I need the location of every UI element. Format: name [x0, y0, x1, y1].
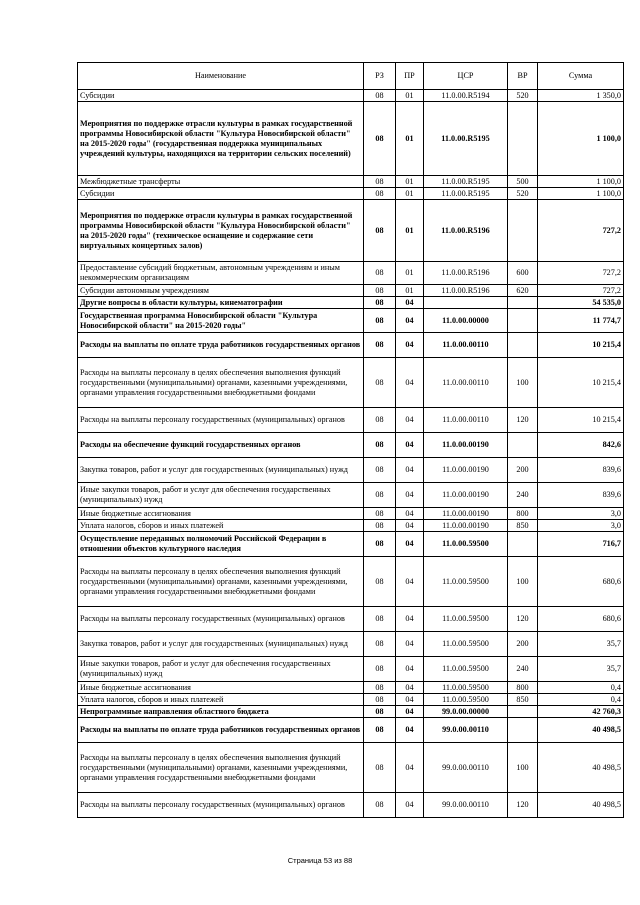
cell-sum: 10 215,4: [538, 408, 624, 433]
header-vr: ВР: [508, 63, 538, 90]
cell-sum: 680,6: [538, 607, 624, 632]
cell-pr: 01: [396, 90, 424, 102]
table-row: [78, 188, 624, 200]
header-pr: ПР: [396, 63, 424, 90]
cell-pr: 04: [396, 458, 424, 483]
cell-csr: 11.0.00.R5196: [424, 262, 508, 285]
table-row: [78, 408, 624, 433]
cell-csr: 99.0.00.00110: [424, 793, 508, 818]
cell-name: Расходы на выплаты персоналу государственных (муниципальных) органов: [78, 607, 364, 632]
cell-vr: 100: [508, 358, 538, 408]
cell-vr: [508, 706, 538, 718]
cell-name: Расходы на выплаты по оплате труда работников государственных органов: [78, 718, 364, 743]
cell-sum: 0,4: [538, 682, 624, 694]
table-row: [78, 532, 624, 557]
cell-name: Субсидии: [78, 188, 364, 200]
cell-vr: 500: [508, 176, 538, 188]
cell-sum: 42 760,3: [538, 706, 624, 718]
table-row: [78, 333, 624, 358]
cell-rz: 08: [364, 508, 396, 520]
cell-pr: 01: [396, 102, 424, 176]
cell-name: Иные бюджетные ассигнования: [78, 682, 364, 694]
cell-rz: 08: [364, 743, 396, 793]
table-row: [78, 262, 624, 285]
cell-csr: 11.0.00.00000: [424, 309, 508, 333]
cell-name: Расходы на выплаты персоналу государственных (муниципальных) органов: [78, 408, 364, 433]
cell-name: Уплата налогов, сборов и иных платежей: [78, 520, 364, 532]
cell-vr: 600: [508, 262, 538, 285]
cell-name: Расходы на выплаты персоналу в целях обеспечения выполнения функций государственными (муниципальными) органами, казенными учреждениями, органами управления государственными внебюджетными фондами: [78, 557, 364, 607]
cell-rz: 08: [364, 718, 396, 743]
cell-pr: 04: [396, 607, 424, 632]
cell-sum: 839,6: [538, 458, 624, 483]
table-row: [78, 718, 624, 743]
cell-vr: [508, 200, 538, 262]
table-row: [78, 520, 624, 532]
cell-vr: 800: [508, 682, 538, 694]
table-row: [78, 557, 624, 607]
cell-rz: 08: [364, 483, 396, 508]
cell-pr: 04: [396, 793, 424, 818]
table-row: [78, 793, 624, 818]
cell-sum: 1 350,0: [538, 90, 624, 102]
cell-csr: 99.0.00.00000: [424, 706, 508, 718]
cell-pr: 01: [396, 188, 424, 200]
cell-csr: 99.0.00.00110: [424, 718, 508, 743]
cell-pr: 04: [396, 433, 424, 458]
cell-sum: 10 215,4: [538, 333, 624, 358]
cell-vr: 100: [508, 743, 538, 793]
cell-pr: 04: [396, 632, 424, 657]
cell-name: Осуществление переданных полномочий Российской Федерации в отношении объектов культурного наследия: [78, 532, 364, 557]
table-row: [78, 508, 624, 520]
cell-rz: 08: [364, 358, 396, 408]
cell-pr: 04: [396, 682, 424, 694]
cell-rz: 08: [364, 176, 396, 188]
cell-pr: 04: [396, 657, 424, 682]
cell-rz: 08: [364, 285, 396, 297]
cell-sum: 35,7: [538, 632, 624, 657]
table-row: [78, 682, 624, 694]
table-row: [78, 632, 624, 657]
header-rz: РЗ: [364, 63, 396, 90]
table-row: [78, 433, 624, 458]
cell-vr: [508, 718, 538, 743]
cell-pr: 04: [396, 297, 424, 309]
cell-sum: 1 100,0: [538, 176, 624, 188]
cell-sum: 3,0: [538, 520, 624, 532]
cell-csr: 11.0.00.R5196: [424, 285, 508, 297]
cell-name: Субсидии: [78, 90, 364, 102]
table-row: [78, 297, 624, 309]
cell-rz: 08: [364, 793, 396, 818]
cell-csr: 11.0.00.00190: [424, 433, 508, 458]
cell-vr: [508, 309, 538, 333]
cell-pr: 04: [396, 557, 424, 607]
header-name: Наименование: [78, 63, 364, 90]
cell-sum: 3,0: [538, 508, 624, 520]
cell-sum: 727,2: [538, 262, 624, 285]
cell-rz: 08: [364, 408, 396, 433]
cell-name: Расходы на выплаты персоналу в целях обеспечения выполнения функций государственными (муниципальными) органами, казенными учреждениями, органами управления государственными внебюджетными фондами: [78, 743, 364, 793]
cell-rz: 08: [364, 706, 396, 718]
cell-rz: 08: [364, 433, 396, 458]
cell-rz: 08: [364, 200, 396, 262]
table-row: [78, 743, 624, 793]
cell-rz: 08: [364, 102, 396, 176]
cell-csr: 99.0.00.00110: [424, 743, 508, 793]
page-number: Страница 53 из 88: [287, 856, 353, 865]
cell-sum: 11 774,7: [538, 309, 624, 333]
cell-pr: 01: [396, 285, 424, 297]
cell-rz: 08: [364, 632, 396, 657]
cell-sum: 727,2: [538, 285, 624, 297]
cell-name: Непрограммные направления областного бюджета: [78, 706, 364, 718]
cell-name: Иные бюджетные ассигнования: [78, 508, 364, 520]
cell-name: Другие вопросы в области культуры, кинематографии: [78, 297, 364, 309]
cell-pr: 01: [396, 200, 424, 262]
cell-name: Иные закупки товаров, работ и услуг для обеспечения государственных (муниципальных) нужд: [78, 657, 364, 682]
cell-vr: [508, 297, 538, 309]
cell-name: Мероприятия по поддержке отрасли культуры в рамках государственной программы Новосибирской области "Культура Новосибирской области" на 2015-2020 годы" (техническое оснащение и содержание сети виртуальных концертных залов): [78, 200, 364, 262]
cell-vr: [508, 532, 538, 557]
table-row: [78, 358, 624, 408]
cell-csr: 11.0.00.R5195: [424, 188, 508, 200]
cell-sum: 40 498,5: [538, 793, 624, 818]
cell-name: Расходы на обеспечение функций государственных органов: [78, 433, 364, 458]
cell-vr: 800: [508, 508, 538, 520]
cell-rz: 08: [364, 188, 396, 200]
cell-sum: 1 100,0: [538, 102, 624, 176]
cell-name: Закупка товаров, работ и услуг для государственных (муниципальных) нужд: [78, 458, 364, 483]
cell-vr: 850: [508, 520, 538, 532]
table-row: [78, 285, 624, 297]
cell-vr: 200: [508, 458, 538, 483]
cell-csr: 11.0.00.R5195: [424, 102, 508, 176]
cell-sum: 842,6: [538, 433, 624, 458]
table-row: [78, 483, 624, 508]
cell-name: Предоставление субсидий бюджетным, автономным учреждениям и иным некоммерческим организациям: [78, 262, 364, 285]
cell-vr: 620: [508, 285, 538, 297]
cell-sum: 727,2: [538, 200, 624, 262]
cell-name: Мероприятия по поддержке отрасли культуры в рамках государственной программы Новосибирской области "Культура Новосибирской области" на 2015-2020 годы" (государственная поддержка муниципальных учреждений культуры, находящихся на территории сельских поселений): [78, 102, 364, 176]
cell-name: Межбюджетные трансферты: [78, 176, 364, 188]
cell-csr: 11.0.00.00110: [424, 358, 508, 408]
cell-sum: 839,6: [538, 483, 624, 508]
cell-sum: 35,7: [538, 657, 624, 682]
cell-name: Расходы на выплаты персоналу государственных (муниципальных) органов: [78, 793, 364, 818]
cell-csr: 11.0.00.59500: [424, 632, 508, 657]
cell-rz: 08: [364, 309, 396, 333]
cell-csr: 11.0.00.00190: [424, 458, 508, 483]
cell-csr: [424, 297, 508, 309]
cell-csr: 11.0.00.00190: [424, 520, 508, 532]
cell-pr: 04: [396, 309, 424, 333]
table-row: [78, 607, 624, 632]
cell-sum: 716,7: [538, 532, 624, 557]
cell-name: Расходы на выплаты по оплате труда работников государственных органов: [78, 333, 364, 358]
cell-rz: 08: [364, 657, 396, 682]
cell-name: Иные закупки товаров, работ и услуг для обеспечения государственных (муниципальных) нужд: [78, 483, 364, 508]
table-row: [78, 706, 624, 718]
cell-pr: 04: [396, 358, 424, 408]
cell-pr: 04: [396, 694, 424, 706]
cell-pr: 04: [396, 408, 424, 433]
table-row: [78, 657, 624, 682]
table-header-row: [78, 63, 624, 90]
cell-pr: 04: [396, 520, 424, 532]
cell-vr: [508, 102, 538, 176]
table-row: [78, 200, 624, 262]
cell-csr: 11.0.00.R5194: [424, 90, 508, 102]
cell-vr: 520: [508, 188, 538, 200]
budget-table: [77, 62, 624, 818]
table-row: [78, 90, 624, 102]
cell-pr: 04: [396, 718, 424, 743]
cell-csr: 11.0.00.59500: [424, 532, 508, 557]
cell-sum: 680,6: [538, 557, 624, 607]
cell-vr: 520: [508, 90, 538, 102]
cell-vr: 120: [508, 793, 538, 818]
cell-vr: 120: [508, 408, 538, 433]
cell-pr: 04: [396, 333, 424, 358]
cell-sum: 40 498,5: [538, 743, 624, 793]
cell-pr: 04: [396, 743, 424, 793]
table-row: [78, 176, 624, 188]
cell-name: Закупка товаров, работ и услуг для государственных (муниципальных) нужд: [78, 632, 364, 657]
cell-csr: 11.0.00.00110: [424, 333, 508, 358]
cell-sum: 10 215,4: [538, 358, 624, 408]
cell-pr: 01: [396, 262, 424, 285]
table-body: [78, 90, 624, 818]
cell-rz: 08: [364, 297, 396, 309]
cell-rz: 08: [364, 557, 396, 607]
table-row: [78, 694, 624, 706]
cell-rz: 08: [364, 694, 396, 706]
cell-rz: 08: [364, 333, 396, 358]
cell-rz: 08: [364, 532, 396, 557]
cell-csr: 11.0.00.R5196: [424, 200, 508, 262]
cell-name: Государственная программа Новосибирской области "Культура Новосибирской области" на 2015-2020 годы": [78, 309, 364, 333]
cell-name: Уплата налогов, сборов и иных платежей: [78, 694, 364, 706]
cell-csr: 11.0.00.59500: [424, 694, 508, 706]
cell-csr: 11.0.00.59500: [424, 557, 508, 607]
cell-pr: 04: [396, 532, 424, 557]
cell-vr: 200: [508, 632, 538, 657]
cell-vr: 240: [508, 483, 538, 508]
table-row: [78, 102, 624, 176]
cell-rz: 08: [364, 458, 396, 483]
cell-sum: 1 100,0: [538, 188, 624, 200]
cell-rz: 08: [364, 262, 396, 285]
cell-pr: 04: [396, 508, 424, 520]
cell-rz: 08: [364, 682, 396, 694]
document-page: [77, 62, 623, 818]
cell-sum: 0,4: [538, 694, 624, 706]
cell-csr: 11.0.00.00110: [424, 408, 508, 433]
cell-name: Расходы на выплаты персоналу в целях обеспечения выполнения функций государственными (муниципальными) органами, казенными учреждениями, органами управления государственными внебюджетными фондами: [78, 358, 364, 408]
cell-csr: 11.0.00.00190: [424, 483, 508, 508]
cell-csr: 11.0.00.59500: [424, 682, 508, 694]
table-row: [78, 458, 624, 483]
cell-vr: 100: [508, 557, 538, 607]
header-sum: Сумма: [538, 63, 624, 90]
cell-rz: 08: [364, 90, 396, 102]
cell-sum: 40 498,5: [538, 718, 624, 743]
cell-csr: 11.0.00.59500: [424, 657, 508, 682]
cell-csr: 11.0.00.59500: [424, 607, 508, 632]
cell-sum: 54 535,0: [538, 297, 624, 309]
cell-vr: [508, 433, 538, 458]
cell-name: Субсидии автономным учреждениям: [78, 285, 364, 297]
table-row: [78, 309, 624, 333]
cell-csr: 11.0.00.R5195: [424, 176, 508, 188]
cell-vr: [508, 333, 538, 358]
cell-vr: 240: [508, 657, 538, 682]
cell-rz: 08: [364, 520, 396, 532]
cell-rz: 08: [364, 607, 396, 632]
header-csr: ЦСР: [424, 63, 508, 90]
cell-vr: 120: [508, 607, 538, 632]
cell-pr: 01: [396, 176, 424, 188]
cell-vr: 850: [508, 694, 538, 706]
cell-csr: 11.0.00.00190: [424, 508, 508, 520]
cell-pr: 04: [396, 706, 424, 718]
cell-pr: 04: [396, 483, 424, 508]
